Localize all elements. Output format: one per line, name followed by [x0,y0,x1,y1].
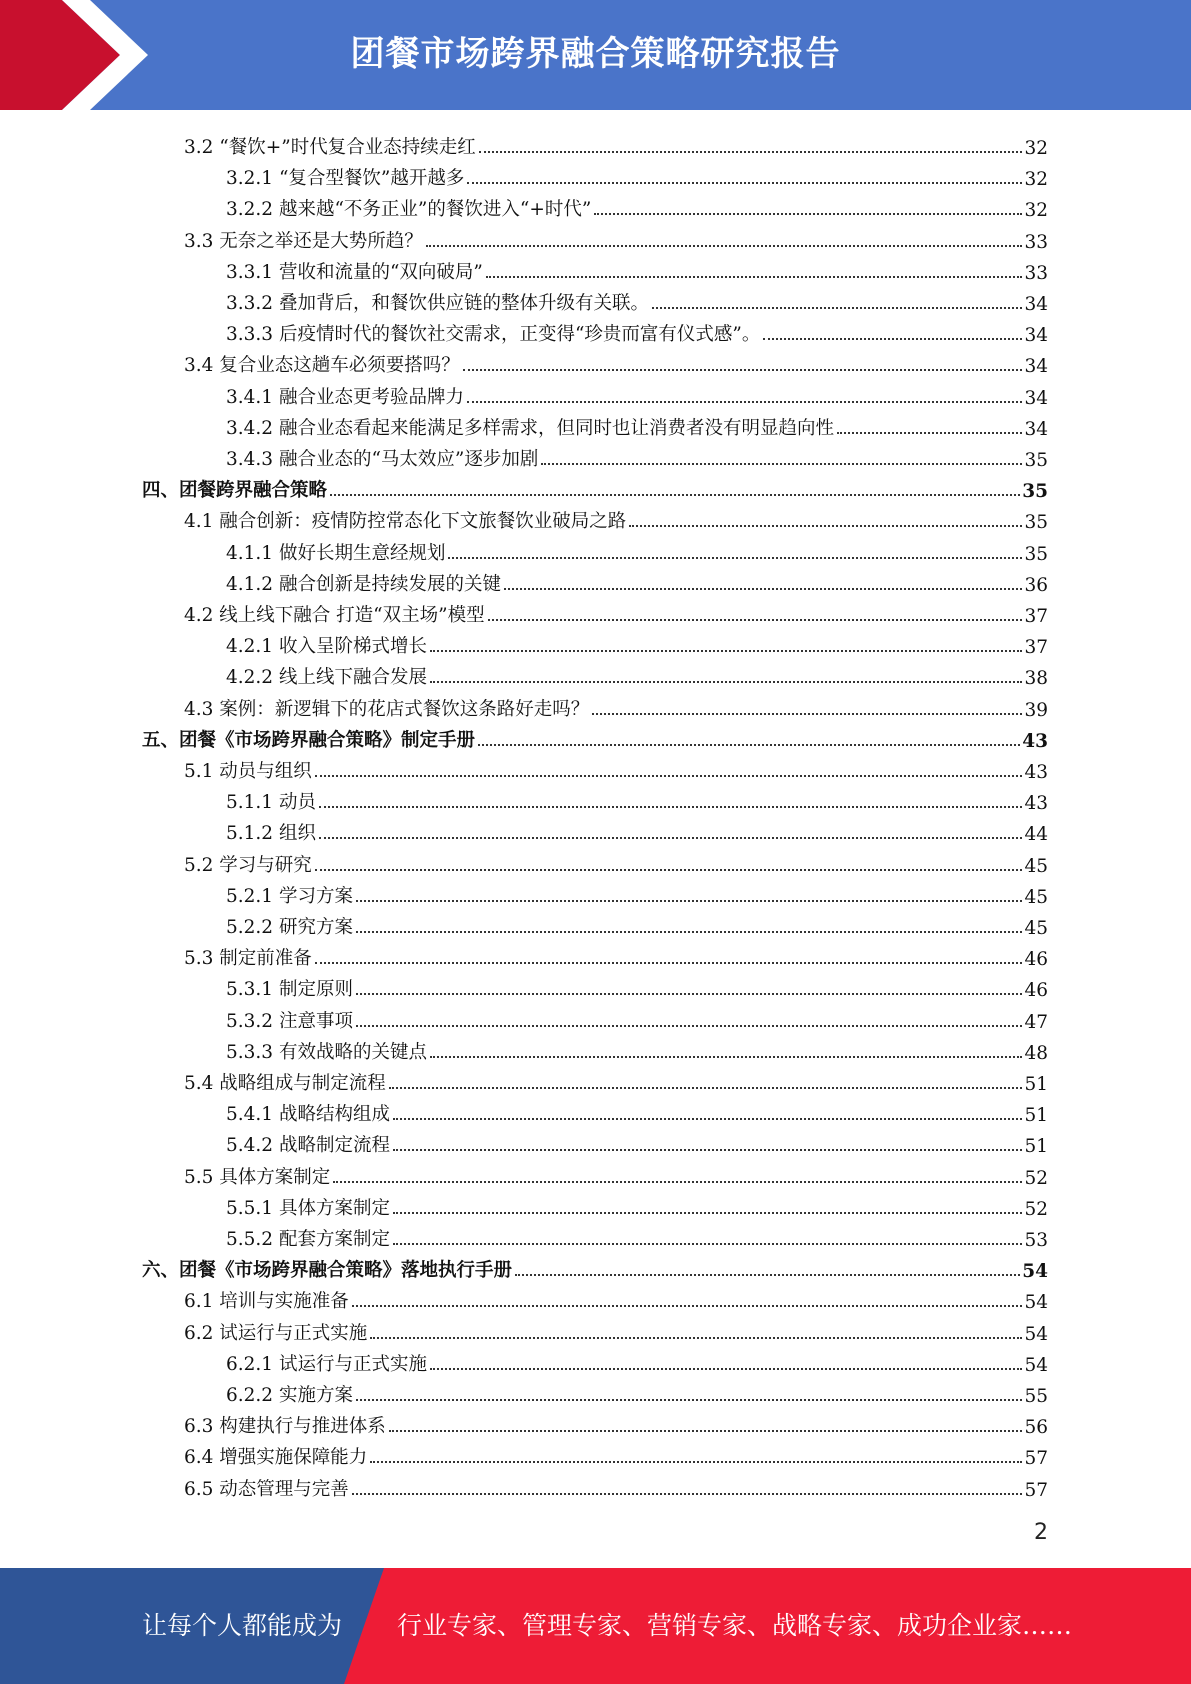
toc-entry-label: 6.2.1 试运行与正式实施 [226,1353,427,1375]
toc-dot-leader [594,213,1022,215]
toc-entry-label: 5.3.2 注意事项 [226,1010,353,1032]
toc-entry-page: 48 [1024,1042,1048,1064]
toc-entry[interactable] [184,1438,1048,1469]
toc-entry[interactable] [226,627,1048,658]
toc-entry-label: 5.2.2 研究方案 [226,917,353,938]
toc-dot-leader [393,1243,1022,1245]
toc-entry-page: 37 [1024,637,1048,659]
toc-dot-leader [504,588,1022,590]
toc-entry-page: 37 [1024,606,1048,627]
toc-entry[interactable] [226,970,1048,1001]
toc-entry-page: 51 [1024,1105,1048,1127]
toc-entry-page: 39 [1024,699,1048,721]
toc-entry[interactable] [226,908,1048,939]
toc-entry-label: 5.2 学习与研究 [184,854,312,876]
toc-entry[interactable] [184,1064,1048,1095]
toc-entry-label: 3.4.2 融合业态看起来能满足多样需求，但同时也让消费者没有明显趋向性 [226,417,834,439]
toc-dot-leader [467,401,1022,403]
toc-entry-label: 3.3.1 营收和流量的“双向破局” [226,261,483,283]
toc-entry[interactable] [142,1251,1048,1282]
toc-entry-page: 47 [1024,1011,1048,1033]
toc-entry-label: 3.2.2 越来越“不务正业”的餐饮进入“+时代” [226,199,592,221]
toc-entry-page: 54 [1022,1261,1048,1283]
toc-entry[interactable] [226,284,1048,315]
toc-dot-leader [426,245,1023,247]
toc-dot-leader [330,494,1020,496]
toc-entry-label: 4.2.1 收入呈阶梯式增长 [226,636,427,658]
toc-entry-page: 54 [1024,1354,1048,1376]
toc-entry-page: 57 [1024,1448,1048,1470]
toc-entry-page: 43 [1024,793,1048,815]
toc-entry[interactable] [226,814,1048,845]
toc-entry-label: 四、团餐跨界融合策略 [142,480,328,502]
toc-entry-page: 35 [1024,543,1048,565]
toc-dot-leader [763,338,1022,340]
toc-dot-leader [389,1430,1023,1432]
toc-entry-page: 32 [1024,169,1048,191]
toc-entry-page: 32 [1024,200,1048,222]
toc-entry[interactable] [184,502,1048,533]
toc-entry[interactable] [226,565,1048,596]
toc-entry-page: 34 [1024,325,1048,347]
toc-entry-page: 55 [1024,1386,1048,1407]
toc-entry[interactable] [226,1033,1048,1064]
toc-dot-leader [478,744,1020,746]
toc-entry-page: 34 [1024,418,1048,440]
toc-dot-leader [486,276,1023,278]
toc-entry-page: 33 [1024,262,1048,284]
toc-dot-leader [479,151,1023,153]
toc-entry[interactable] [226,1126,1048,1157]
toc-dot-leader [352,1493,1023,1495]
toc-entry[interactable] [184,1282,1048,1313]
toc-entry-page: 56 [1024,1417,1048,1439]
toc-entry[interactable] [184,596,1048,627]
toc-dot-leader [315,962,1023,964]
toc-dot-leader [356,1399,1023,1401]
toc-entry[interactable] [142,721,1048,752]
toc-dot-leader [352,1305,1023,1307]
toc-entry-label: 4.3 案例：新逻辑下的花店式餐饮这条路好走吗？ [184,698,590,720]
toc-entry-label: 4.2 线上线下融合 打造“双主场”模型 [184,605,485,626]
toc-dot-leader [315,869,1023,871]
toc-entry[interactable] [184,939,1048,970]
toc-entry-label: 5.5.2 配套方案制定 [226,1229,390,1250]
footer-slogan-right: 行业专家、管理专家、营销专家、战略专家、成功企业家…… [397,1611,1073,1640]
toc-dot-leader [389,1087,1023,1089]
toc-entry-label: 5.2.1 学习方案 [226,885,353,907]
toc-entry-page: 35 [1024,450,1048,471]
toc-dot-leader [393,1118,1022,1120]
toc-dot-leader [315,775,1023,777]
toc-dot-leader [319,806,1023,808]
toc-entry-label: 六、团餐《市场跨界融合策略》落地执行手册 [142,1260,513,1282]
toc-entry[interactable] [184,1407,1048,1438]
toc-entry[interactable] [184,690,1048,721]
toc-entry[interactable] [226,1220,1048,1251]
toc-entry-label: 3.2.1 “复合型餐饮”越开越多 [226,168,465,190]
page-number: 2 [1034,1520,1048,1545]
toc-entry-label: 6.5 动态管理与完善 [184,1478,349,1500]
toc-entry-label: 5.1.2 组织 [226,823,316,845]
toc-entry-page: 38 [1024,668,1048,690]
toc-entry-label: 5.4.1 战略结构组成 [226,1104,390,1126]
toc-dot-leader [356,931,1023,933]
toc-dot-leader [393,1212,1022,1214]
toc-dot-leader [592,713,1022,715]
toc-entry-page: 32 [1024,138,1048,159]
toc-entry-label: 6.2 试运行与正式实施 [184,1322,368,1344]
toc-dot-leader [333,1181,1022,1183]
toc-entry-label: 3.4.1 融合业态更考验品牌力 [226,386,464,408]
toc-entry-label: 5.3.3 有效战略的关键点 [226,1041,427,1063]
toc-entry-label: 4.1.1 做好长期生意经规划 [226,542,446,564]
toc-entry-label: 3.3.2 叠加背后，和餐饮供应链的整体升级有关联。 [226,293,649,314]
toc-dot-leader [463,369,1023,371]
toc-entry-label: 3.3.3 后疫情时代的餐饮社交需求，正变得“珍贵而富有仪式感”。 [226,324,761,346]
toc-entry[interactable] [226,409,1048,440]
toc-entry-page: 46 [1024,949,1048,971]
toc-dot-leader [430,1056,1022,1058]
toc-entry[interactable] [184,1470,1048,1501]
toc-dot-leader [356,900,1023,902]
toc-entry-page: 34 [1024,356,1048,378]
toc-dot-leader [448,557,1022,559]
toc-entry-label: 5.5 具体方案制定 [184,1166,331,1188]
toc-entry[interactable] [184,846,1048,877]
toc-entry-label: 4.2.2 线上线下融合发展 [226,667,427,689]
toc-entry[interactable] [226,315,1048,346]
toc-entry[interactable] [226,783,1048,814]
toc-entry[interactable] [226,1095,1048,1126]
toc-entry-page: 34 [1024,294,1048,315]
toc-entry-label: 6.4 增强实施保障能力 [184,1447,368,1469]
toc-entry-label: 5.1.1 动员 [226,792,316,814]
footer-slogan-left: 让每个人都能成为 [142,1611,343,1640]
toc-entry-page: 51 [1024,1136,1048,1158]
toc-entry-label: 5.4 战略组成与制定流程 [184,1073,386,1094]
toc-entry-label: 5.1 动员与组织 [184,761,312,782]
toc-dot-leader [541,463,1022,465]
toc-entry-label: 3.4.3 融合业态的“马太效应”逐步加剧 [226,449,539,470]
toc-entry-page: 44 [1024,824,1048,846]
toc-entry-label: 6.3 构建执行与推进体系 [184,1416,386,1438]
toc-entry[interactable] [226,1376,1048,1407]
toc-entry-label: 5.3.1 制定原则 [226,979,353,1001]
toc-dot-leader [370,1461,1022,1463]
toc-entry-label: 3.3 无奈之举还是大势所趋？ [184,230,423,252]
toc-entry[interactable] [226,534,1048,565]
report-title: 团餐市场跨界融合策略研究报告 [350,34,841,74]
toc-entry[interactable] [184,128,1048,159]
toc-entry-label: 6.1 培训与实施准备 [184,1291,349,1313]
toc-entry[interactable] [184,1158,1048,1189]
toc-entry[interactable] [142,471,1048,502]
toc-dot-leader [488,619,1023,621]
toc-entry-page: 33 [1024,231,1048,253]
toc-entry[interactable] [226,253,1048,284]
toc-entry[interactable] [184,752,1048,783]
toc-entry-page: 45 [1024,886,1048,908]
toc-entry[interactable] [184,1314,1048,1345]
toc-dot-leader [515,1274,1020,1276]
toc-entry-page: 34 [1024,387,1048,409]
toc-dot-leader [430,1368,1022,1370]
toc-entry[interactable] [226,1189,1048,1220]
toc-entry[interactable] [226,658,1048,689]
toc-entry-page: 45 [1024,918,1048,939]
toc-entry-page: 43 [1022,730,1048,752]
toc-entry-label: 4.1 融合创新：疫情防控常态化下文旅餐饮业破局之路 [184,511,627,533]
toc-entry[interactable] [226,1345,1048,1376]
toc-entry[interactable] [226,159,1048,190]
toc-dot-leader [629,525,1022,527]
toc-entry-page: 52 [1024,1198,1048,1220]
toc-entry[interactable] [226,440,1048,471]
toc-entry-page: 54 [1024,1292,1048,1314]
page-header [0,0,1191,110]
toc-entry-label: 3.2 “餐饮+”时代复合业态持续走红 [184,137,476,158]
toc-entry-page: 57 [1024,1479,1048,1501]
toc-dot-leader [319,837,1023,839]
toc-entry[interactable] [226,877,1048,908]
toc-entry-label: 5.3 制定前准备 [184,948,312,970]
toc-dot-leader [370,1337,1022,1339]
toc-entry-page: 54 [1024,1323,1048,1345]
toc-entry-page: 43 [1024,762,1048,783]
toc-entry[interactable] [226,378,1048,409]
toc-dot-leader [430,650,1022,652]
toc-entry[interactable] [226,1002,1048,1033]
toc-dot-leader [837,432,1022,434]
toc-dot-leader [430,681,1022,683]
toc-entry-page: 36 [1024,574,1048,596]
toc-entry-page: 52 [1024,1167,1048,1189]
toc-entry-label: 五、团餐《市场跨界融合策略》制定手册 [142,729,476,751]
toc-entry-label: 5.4.2 战略制定流程 [226,1135,390,1157]
toc-entry-page: 53 [1024,1230,1048,1251]
toc-entry-page: 35 [1024,512,1048,534]
toc-entry-label: 6.2.2 实施方案 [226,1385,353,1406]
toc-entry-page: 51 [1024,1074,1048,1095]
toc-entry[interactable] [184,222,1048,253]
toc-entry-label: 5.5.1 具体方案制定 [226,1197,390,1219]
toc-dot-leader [356,1025,1023,1027]
toc-entry[interactable] [226,190,1048,221]
toc-dot-leader [467,182,1022,184]
toc-entry-label: 3.4 复合业态这趟车必须要搭吗？ [184,355,460,377]
toc-entry-page: 46 [1024,980,1048,1002]
toc-entry[interactable] [184,346,1048,377]
toc-entry-page: 35 [1022,481,1048,503]
toc-entry-page: 45 [1024,855,1048,877]
toc-entry-label: 4.1.2 融合创新是持续发展的关键 [226,573,501,595]
toc-dot-leader [652,307,1022,309]
toc-dot-leader [393,1149,1022,1151]
toc-dot-leader [356,993,1023,995]
page-footer [0,1568,1191,1684]
